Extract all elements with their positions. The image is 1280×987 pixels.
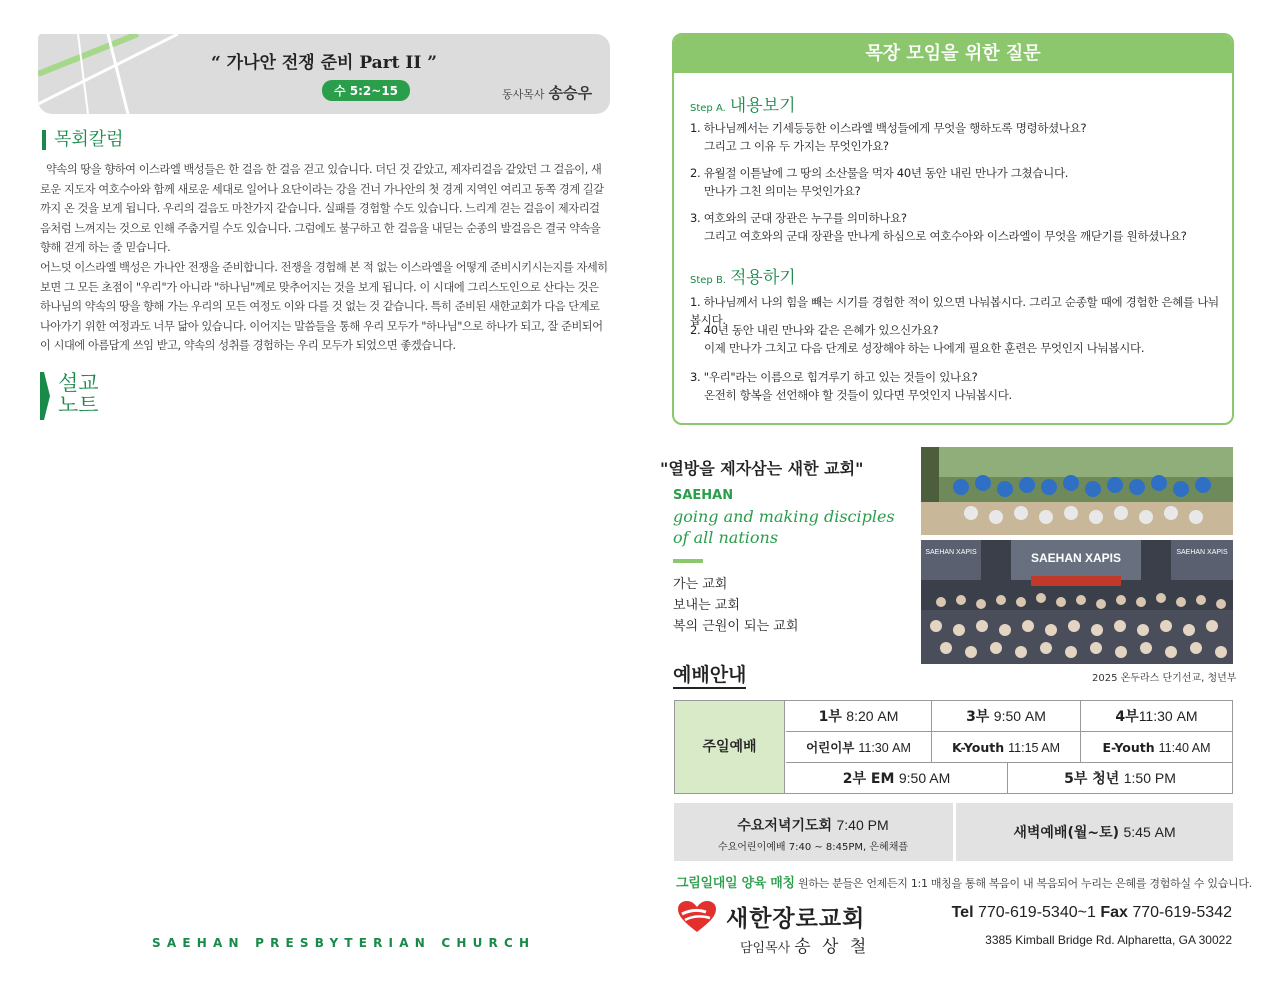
column-body xyxy=(40,160,608,356)
step-a-heading: Step A. 내용보기 xyxy=(690,96,796,116)
sunday-label: 주일예배 xyxy=(675,701,785,793)
service-young-adults: 5부 청년 1:50 PM xyxy=(1064,770,1176,787)
motto-lines xyxy=(673,574,798,637)
question-a2: 2. 유월절 이튿날에 그 땅의 소산물을 먹자 40년 동안 내린 만나가 그쳤습니다. 만나가 그친 의미는 무엇인가요? xyxy=(690,166,1069,198)
weekday-services xyxy=(674,803,1233,861)
question-b2: 2. 40년 동안 내린 만나와 같은 은혜가 있으신가요? 이제 만나가 그치고 다음 단계로 성장해야 하는 나에게 필요한 훈련은 무엇인지 나눠봅시다. xyxy=(690,323,1145,355)
youth-photo-group xyxy=(921,540,1233,664)
pastor-role: 동사목사 xyxy=(502,88,545,101)
question-a1: 1. 하나님께서는 기세등등한 이스라엘 백성들에게 무엇을 행하도록 명령하셨나요? 그리고 그 이유 두 가지는 무엇인가요? xyxy=(690,121,1087,153)
senior-pastor: 담임목사 송 상 철 xyxy=(740,937,870,957)
question-b1: 1. 하나님께서 나의 힘을 빼는 시기를 경험한 적이 있으면 나눠봅시다. 그리고 순종할 때에 경험한 은혜를 나눠봅시다. xyxy=(690,295,1219,327)
church-address: 3385 Kimball Bridge Rd. Alpharetta, GA 30022 xyxy=(985,933,1232,947)
service-e-youth: E-Youth 11:40 AM xyxy=(1081,732,1232,763)
photo-banner-text: SAEHAN XAPIS xyxy=(1030,551,1122,565)
service-1: 1부 8:20 AM xyxy=(786,701,932,732)
arrow-bar-icon xyxy=(40,372,50,420)
youth-photo-image xyxy=(921,540,1233,664)
questions-header: 목장 모임을 위한 질문 xyxy=(674,35,1232,73)
service-4: 4부11:30 AM xyxy=(1081,701,1232,732)
column-paragraph-1: 약속의 땅을 향하여 이스라엘 백성들은 한 걸음 한 걸음 걷고 있습니다. 더딘 것 같았고, 제자리걸음 같았던 그 걸음이, 새로운 지도자 여호수아와 함께 새로운 세대로 일어나 요단이라는 강을 건너 가나안의 첫 경계 지역인 여리고 동쪽 경계 길갈까지 온 것을 보게 됩니다. 우리의 걸음도 마찬가지 같습니다. 실패를 경험할 수도 있습니다. 느리게 걷는 걸음이 제자리걸음처럼 느껴지는 것으로 인해 주춤거릴 수도 있습니다. 그럼에도 불구하고 한 걸음을 내딛는 순종의 발걸음은 결국 약속을 향해 걷게 하는 줄 믿습니다. xyxy=(40,163,604,255)
sermon-title: “ 가나안 전쟁 준비 Part II ” xyxy=(210,53,438,73)
motto-line-1: 가는 교회 xyxy=(673,577,728,592)
column-heading: 목회칼럼 xyxy=(42,130,124,150)
decorative-lines-icon xyxy=(38,34,178,114)
church-logo-icon xyxy=(676,900,718,934)
church-name: 새한장로교회 xyxy=(726,906,866,932)
saehan-word: SAEHAN xyxy=(673,488,734,503)
photo-banner-text-left: SAEHAN XAPIS xyxy=(925,549,977,556)
motto-line-2: 보내는 교회 xyxy=(673,598,740,613)
notes-label-line2: 노트 xyxy=(58,393,99,417)
motto-quote: "열방을 제자삼는 새한 교회" xyxy=(660,459,864,478)
mission-photo-group xyxy=(921,447,1233,535)
church-footer-left: SAEHAN PRESBYTERIAN CHURCH xyxy=(152,936,536,950)
tagline: going and making disciples of all nations xyxy=(673,507,895,547)
sermon-header xyxy=(38,34,610,114)
contact-phone: Tel 770-619-5340~1 Fax 770-619-5342 xyxy=(951,904,1232,921)
scripture-badge: 수 5:2~15 xyxy=(322,80,410,101)
service-k-youth: K-Youth 11:15 AM xyxy=(932,732,1081,763)
wednesday-service: 수요저녁기도회 7:40 PM 수요어린이예배 7:40 ~ 8:45PM, 은혜채플 xyxy=(674,803,952,861)
notes-label-line1: 설교 xyxy=(58,371,99,395)
group-photo-image xyxy=(921,447,1233,535)
dawn-service: 새벽예배(월~토) 5:45 AM xyxy=(1013,824,1176,841)
column-paragraph-2: 어느덧 이스라엘 백성은 가나안 전쟁을 준비합니다. 전쟁을 경험해 본 적 없는 이스라엘을 어떻게 준비시키시는지를 자세히 보면 그 모든 초점이 "우리"가 아니라 "하나님"께로 맞추어지는 것을 보게 됩니다. 이 시대에 그리스도인으로 산다는 것은 하나님의 약속의 땅을 향해 가는 우리의 모든 여정도 이와 다를 것 없는 것 같습니다. 특히 준비된 새한교회가 다음 단계로 나아가기 위한 여정과도 너무 닮아 있습니다. 이어지는 말씀들을 통해 우리 모두가 "하나님"으로 하나가 되고, 잘 준비되어 이 시대에 아름답게 쓰임 받고, 약속의 성취를 경험하는 우리 모두가 되었으면 좋겠습니다. xyxy=(40,260,608,353)
step-b-heading: Step B. 적용하기 xyxy=(690,268,796,288)
question-a3: 3. 여호와의 군대 장관은 누구를 의미하나요? 그리고 여호와의 군대 장관을 만나게 하심으로 여호수아와 이스라엘이 무엇을 깨닫기를 원하셨나요? xyxy=(690,211,1187,243)
questions-box xyxy=(672,33,1234,425)
wednesday-kids-note: 수요어린이예배 7:40 ~ 8:45PM, 은혜채플 xyxy=(717,842,909,853)
motto-line-3: 복의 근원이 되는 교회 xyxy=(673,619,799,634)
worship-heading: 예배안내 xyxy=(673,664,746,689)
green-divider xyxy=(673,559,703,563)
photo-banner-text-right: SAEHAN XAPIS xyxy=(1176,549,1228,556)
service-kids: 어린이부 11:30 AM xyxy=(786,732,932,763)
pastor-name: 송승우 xyxy=(548,84,592,102)
pastor-line xyxy=(502,82,592,103)
mentoring-notice: 그림일대일 양육 매칭 원하는 분들은 언제든지 1:1 매칭을 통해 복음이 내 복음되어 누리는 은혜를 경험하실 수 있습니다. xyxy=(676,876,1252,891)
service-3: 3부 9:50 AM xyxy=(932,701,1081,732)
sunday-service-table xyxy=(674,700,1233,794)
photo-caption: 2025 온두라스 단기선교, 청년부 xyxy=(1092,673,1237,684)
service-em: 2부 EM 9:50 AM xyxy=(786,763,1008,793)
question-b3: 3. "우리"라는 이름으로 힘겨루기 하고 있는 것들이 있나요? 온전히 항복을 선언해야 할 것들이 있다면 무엇인지 나눠봅시다. xyxy=(690,370,1012,402)
